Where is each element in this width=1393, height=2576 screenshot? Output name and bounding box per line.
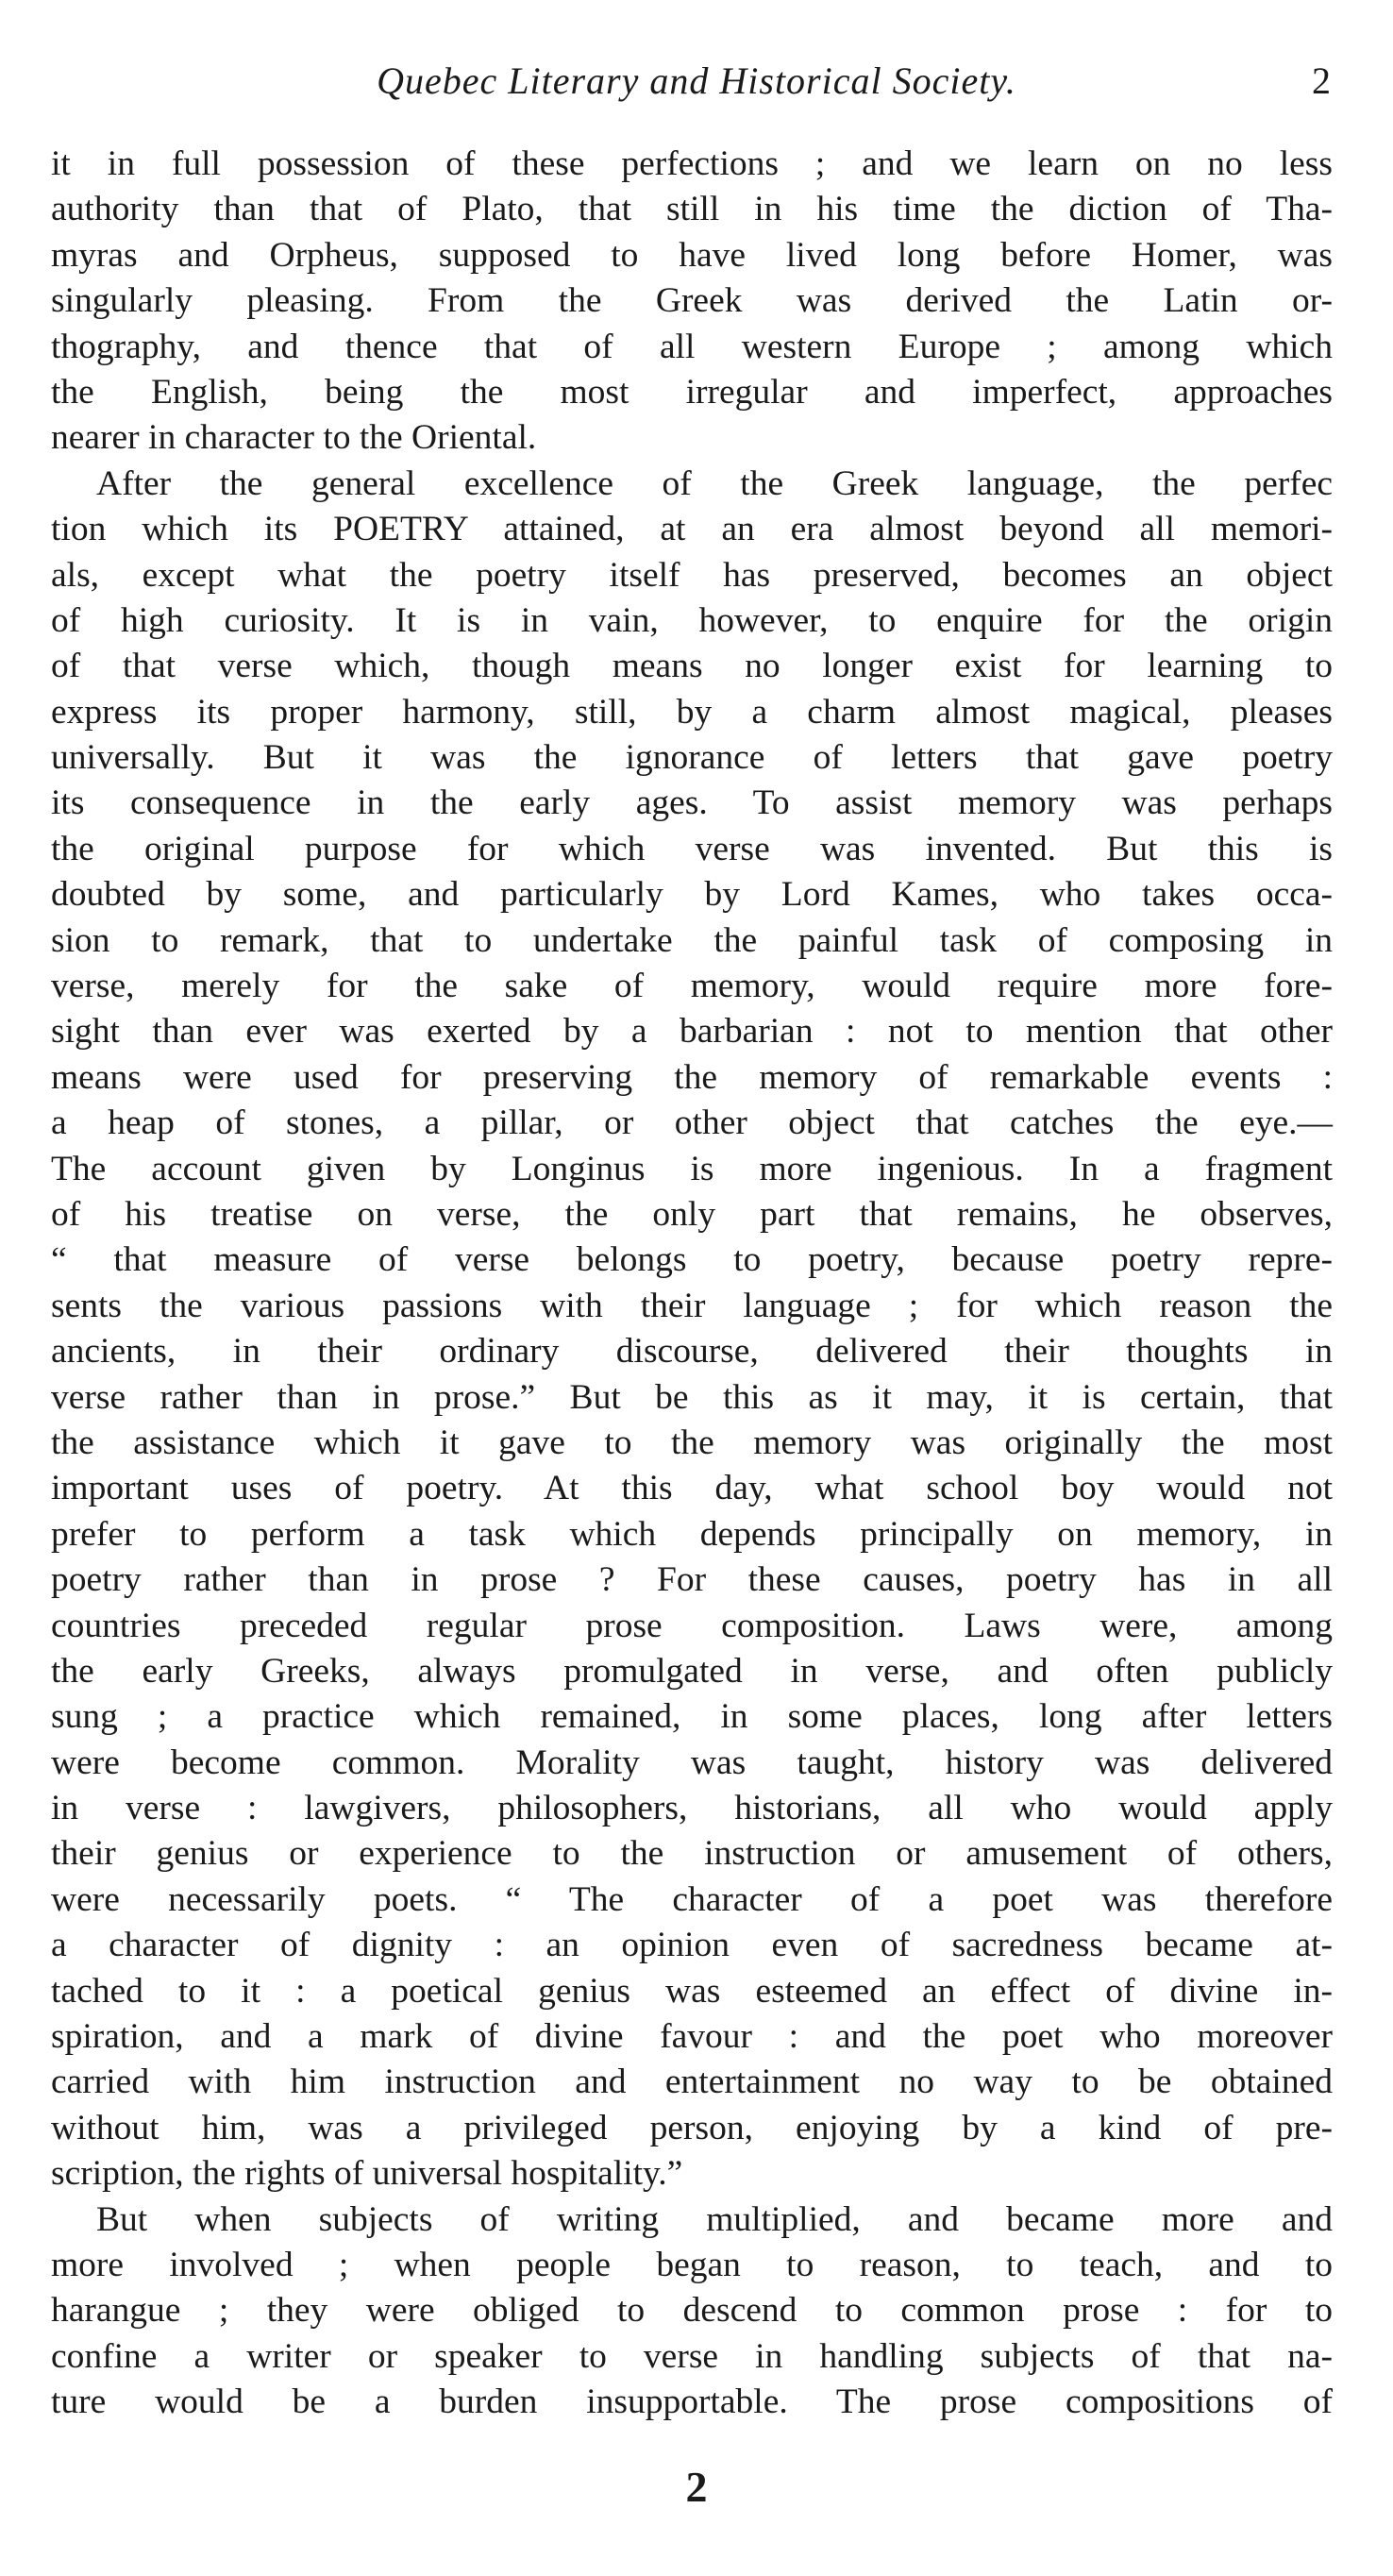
text-line: carried with him instruction and entertainment no way to be obtained xyxy=(51,2062,1333,2102)
text-line: myras and Orpheus, supposed to have lived long before Homer, was xyxy=(51,235,1333,275)
text-line: of high curiosity. It is in vain, however, to enquire for the origin xyxy=(51,600,1333,640)
text-line xyxy=(51,507,1333,552)
text-fragment: tion which its POETRY attained, at an era almost beyond all memori- xyxy=(51,510,1333,549)
text-line: of his treatise on verse, the only part that remains, he observes, xyxy=(51,1194,1333,1234)
text-line: prefer to perform a task which depends principally on memory, in xyxy=(51,1514,1333,1554)
text-line: express its proper harmony, still, by a charm almost magical, pleases xyxy=(51,692,1333,732)
text-line: a character of dignity : an opinion even of sacredness became at- xyxy=(51,1926,1333,1965)
text-line: spiration, and a mark of divine favour : and the poet who moreover xyxy=(51,2017,1333,2057)
text-line: sion to remark, that to undertake the painful task of composing in xyxy=(51,920,1333,960)
text-line: verse rather than in prose.” But be this as it may, it is certain, that xyxy=(51,1377,1333,1417)
text-line: their genius or experience to the instruction or amusement of others, xyxy=(51,1834,1333,1874)
text-line: ancients, in their ordinary discourse, delivered their thoughts in xyxy=(51,1332,1333,1372)
text-line: sung ; a practice which remained, in some places, long after letters xyxy=(51,1697,1333,1737)
text-line: doubted by some, and particularly by Lord Kames, who takes occa- xyxy=(51,875,1333,915)
text-line: it in full possession of these perfections ; and we learn on no less xyxy=(51,144,1333,183)
text-line: means were used for preserving the memory of remarkable events : xyxy=(51,1057,1333,1097)
text-line: singularly pleasing. From the Greek was derived the Latin or- xyxy=(51,281,1333,321)
text-line: were necessarily poets. “ The character of a poet was therefore xyxy=(51,1879,1333,1919)
text-line: its consequence in the early ages. To assist memory was perhaps xyxy=(51,783,1333,823)
text-line: The account given by Longinus is more ingenious. In a fragment xyxy=(51,1149,1333,1188)
running-title: Quebec Literary and Historical Society. xyxy=(377,59,1016,102)
text-line: more involved ; when people began to reason, to teach, and to xyxy=(51,2245,1333,2284)
text-line: ture would be a burden insupportable. The prose compositions of xyxy=(51,2382,1333,2422)
text-line: the English, being the most irregular and imperfect, approaches xyxy=(51,372,1333,412)
text-line: scription, the rights of universal hospitality.” xyxy=(51,2154,683,2194)
text-line: After the general excellence of the Greek language, the perfec xyxy=(96,463,1333,503)
text-line: authority than that of Plato, that still in his time the diction of Tha- xyxy=(51,190,1333,229)
text-line: were become common. Morality was taught, history was delivered xyxy=(51,1743,1333,1782)
text-line: verse, merely for the sake of memory, would require more fore- xyxy=(51,967,1333,1006)
text-line: sents the various passions with their language ; for which reason the xyxy=(51,1286,1333,1325)
text-line: als, except what the poetry itself has preserved, becomes an object xyxy=(51,555,1333,595)
text-line: nearer in character to the Oriental. xyxy=(51,418,537,458)
text-line: “ that measure of verse belongs to poetry, because poetry repre- xyxy=(51,1240,1333,1280)
text-line: the early Greeks, always promulgated in verse, and often publicly xyxy=(51,1651,1333,1691)
text-line: of that verse which, though means no longer exist for learning to xyxy=(51,647,1333,686)
body-text xyxy=(51,142,1333,2426)
text-line: important uses of poetry. At this day, what school boy would not xyxy=(51,1469,1333,1508)
signature-mark: 2 xyxy=(685,2463,708,2511)
text-line: a heap of stones, a pillar, or other object that catches the eye.— xyxy=(51,1103,1333,1143)
text-line: harangue ; they were obliged to descend to common prose : for to xyxy=(51,2291,1333,2331)
text-line: thography, and thence that of all western Europe ; among which xyxy=(51,327,1333,366)
text-line: confine a writer or speaker to verse in handling subjects of that na- xyxy=(51,2336,1333,2376)
text-line: countries preceded regular prose composition. Laws were, among xyxy=(51,1606,1333,1645)
running-head xyxy=(38,59,1355,115)
text-line: in verse : lawgivers, philosophers, historians, all who would apply xyxy=(51,1789,1333,1828)
text-line: universally. But it was the ignorance of letters that gave poetry xyxy=(51,738,1333,778)
text-line: tached to it : a poetical genius was esteemed an effect of divine in- xyxy=(51,1971,1333,2011)
text-line: poetry rather than in prose ? For these causes, poetry has in all xyxy=(51,1560,1333,1600)
text-line: sight than ever was exerted by a barbarian : not to mention that other xyxy=(51,1012,1333,1052)
page-number: 2 xyxy=(1312,59,1331,102)
text-line: But when subjects of writing multiplied, and became more and xyxy=(96,2199,1333,2239)
text-line: the assistance which it gave to the memory was originally the most xyxy=(51,1423,1333,1462)
text-line: without him, was a privileged person, enjoying by a kind of pre- xyxy=(51,2108,1333,2147)
text-line: the original purpose for which verse was invented. But this is xyxy=(51,829,1333,868)
